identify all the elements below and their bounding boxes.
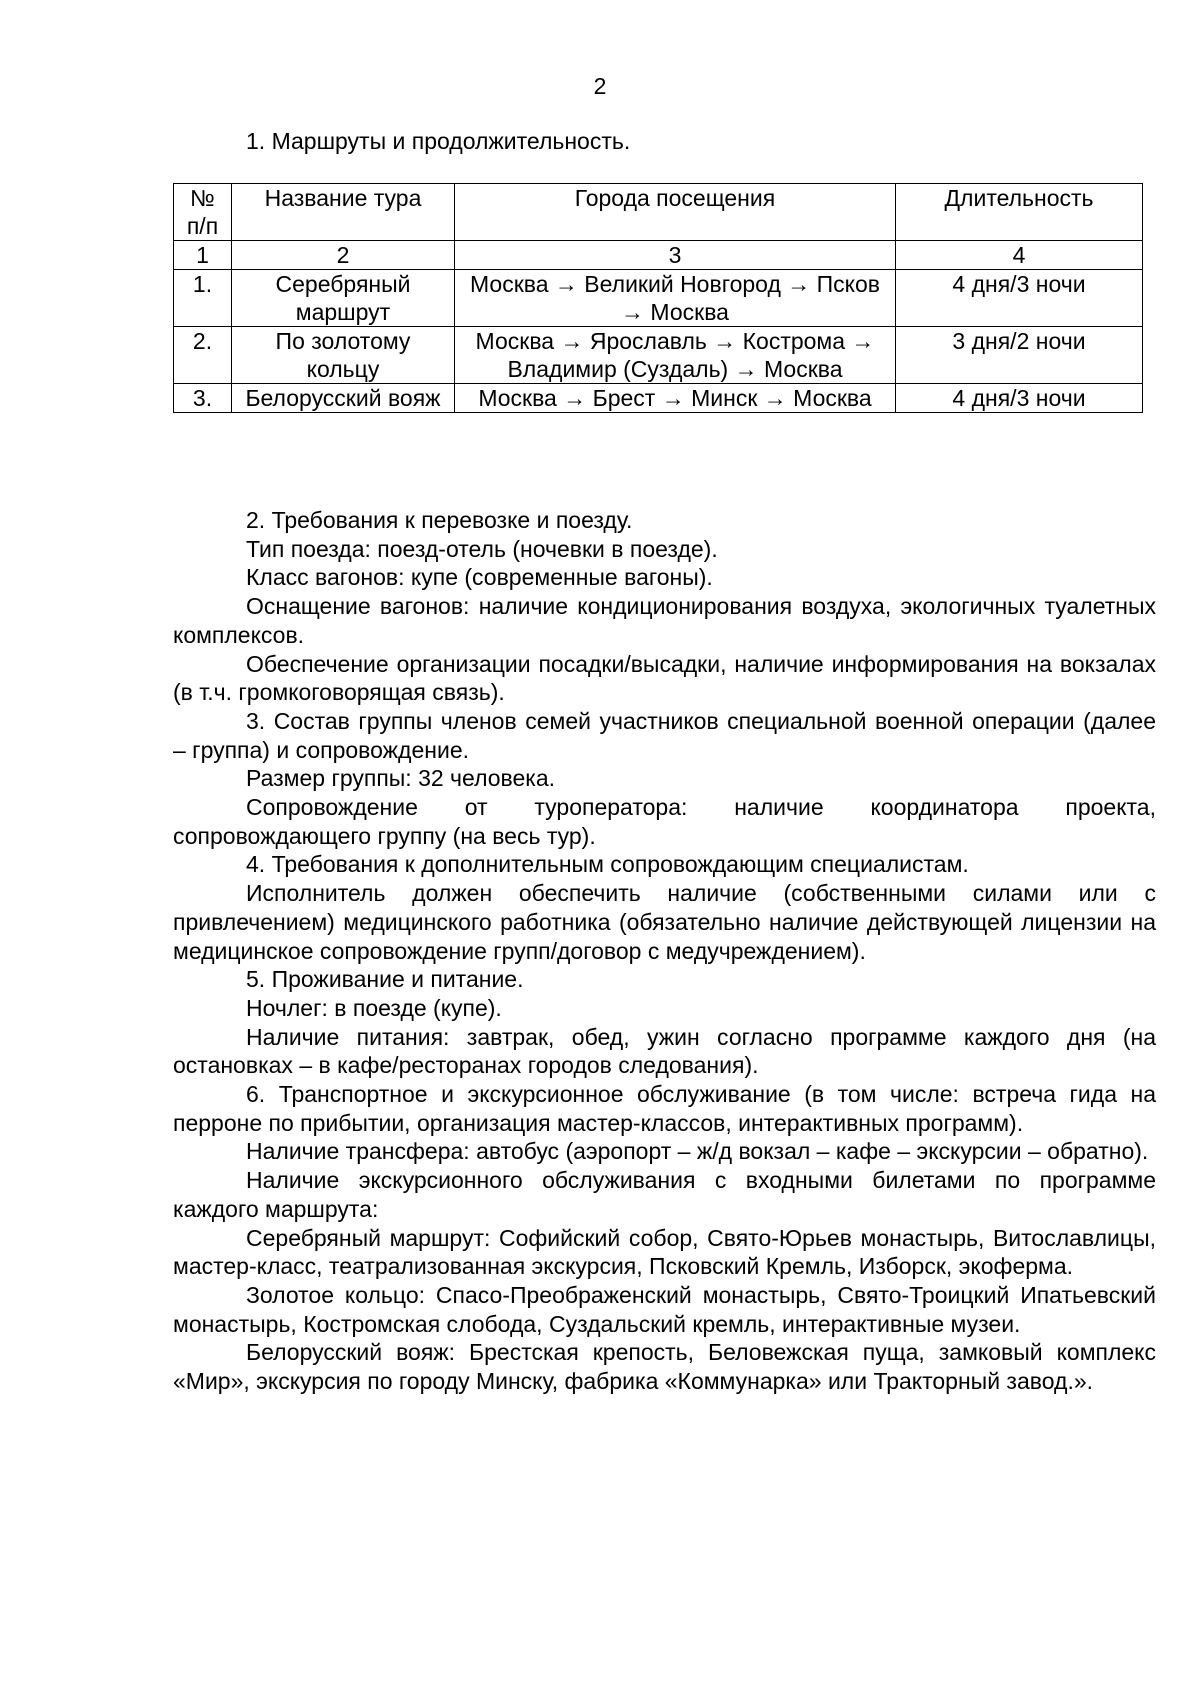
- header-number: № п/п: [174, 184, 232, 241]
- header-tour-name: Название тура: [232, 184, 455, 241]
- paragraph: Размер группы: 32 человека.: [246, 765, 556, 792]
- paragraph: Исполнитель должен обеспечить наличие (собственными силами или с привлечением) медицинского работника (обязательно наличие действующей лицензии на медицинское сопровождение групп/договор с медучреждением).: [173, 880, 1156, 964]
- table-row: [174, 270, 1143, 327]
- section-2-title: 2. Требования к перевозке и поезду.: [246, 507, 633, 533]
- paragraph: Серебряный маршрут: Софийский собор, Свято-Юрьев монастырь, Витославлицы, мастер-класс, театрализованная экскурсия, Псковский Кремль, Изборск, экоферма.: [173, 1224, 1156, 1280]
- paragraph: Обеспечение организации посадки/высадки, наличие информирования на вокзалах (в т.ч. громкоговорящая связь).: [173, 650, 1156, 706]
- paragraph: Сопровождение от туроператора: наличие координатора проекта, сопровождающего группу (на весь тур).: [173, 794, 1156, 849]
- tour-cities: Москва → Великий Новгород → Псков → Москва: [455, 270, 896, 327]
- paragraph: Тип поезда: поезд-отель (ночевки в поезде).: [246, 535, 718, 562]
- page-number: 2: [593, 73, 607, 99]
- section-1-title: 1. Маршруты и продолжительность.: [246, 128, 631, 154]
- numbering-cell: 4: [896, 241, 1143, 270]
- paragraph: Класс вагонов: купе (современные вагоны).: [246, 564, 713, 591]
- paragraph: Оснащение вагонов: наличие кондиционирования воздуха, экологичных туалетных комплексов.: [173, 593, 1156, 648]
- row-number: 1.: [174, 270, 232, 327]
- header-cities: Города посещения: [455, 184, 896, 241]
- section-5-title: 5. Проживание и питание.: [246, 966, 524, 993]
- table-row: [174, 384, 1143, 413]
- tour-duration: 4 дня/3 ночи: [896, 384, 1143, 413]
- paragraph: Белорусский вояж: Брестская крепость, Беловежская пуща, замковый комплекс «Мир», экскурсия по городу Минску, фабрика «Коммунарка» или Тракторный завод.».: [173, 1339, 1156, 1395]
- section-6-title: 6. Транспортное и экскурсионное обслуживание (в том числе: встреча гида на перроне по прибытии, организация мастер-классов, интерактивных программ).: [173, 1081, 1156, 1136]
- table-numbering-row: [174, 241, 1143, 270]
- paragraph: Ночлег: в поезде (купе).: [246, 994, 502, 1021]
- paragraph: Наличие экскурсионного обслуживания с входными билетами по программе каждого маршрута:: [173, 1167, 1156, 1222]
- tour-name: Серебряный маршрут: [232, 270, 455, 327]
- numbering-cell: 3: [455, 241, 896, 270]
- tour-name: По золотому кольцу: [232, 327, 455, 384]
- tour-duration: 3 дня/2 ночи: [896, 327, 1143, 384]
- routes-table: [173, 183, 1143, 413]
- header-duration: Длительность: [896, 184, 1143, 241]
- tour-name: Белорусский вояж: [232, 384, 455, 413]
- table-row: [174, 327, 1143, 384]
- numbering-cell: 1: [174, 241, 232, 270]
- section-3-title: 3. Состав группы членов семей участников специальной военной операции (далее – группа) и сопровождение.: [173, 707, 1156, 763]
- numbering-cell: 2: [232, 241, 455, 270]
- row-number: 3.: [174, 384, 232, 413]
- body-text: [173, 506, 1156, 1396]
- section-4-title: 4. Требования к дополнительным сопровождающим специалистам.: [246, 851, 969, 878]
- row-number: 2.: [174, 327, 232, 384]
- tour-duration: 4 дня/3 ночи: [896, 270, 1143, 327]
- tour-cities: Москва → Брест → Минск → Москва: [455, 384, 896, 413]
- paragraph: Золотое кольцо: Спасо-Преображенский монастырь, Свято-Троицкий Ипатьевский монастырь, Костромская слобода, Суздальский кремль, интерактивные музеи.: [173, 1281, 1156, 1337]
- paragraph: Наличие трансфера: автобус (аэропорт – ж/д вокзал – кафе – экскурсии – обратно).: [246, 1138, 1149, 1165]
- tour-cities: Москва → Ярославль → Кострома → Владимир (Суздаль) → Москва: [455, 327, 896, 384]
- table-header-row: [174, 184, 1143, 241]
- paragraph: Наличие питания: завтрак, обед, ужин согласно программе каждого дня (на остановках – в кафе/ресторанах городов следования).: [173, 1023, 1156, 1079]
